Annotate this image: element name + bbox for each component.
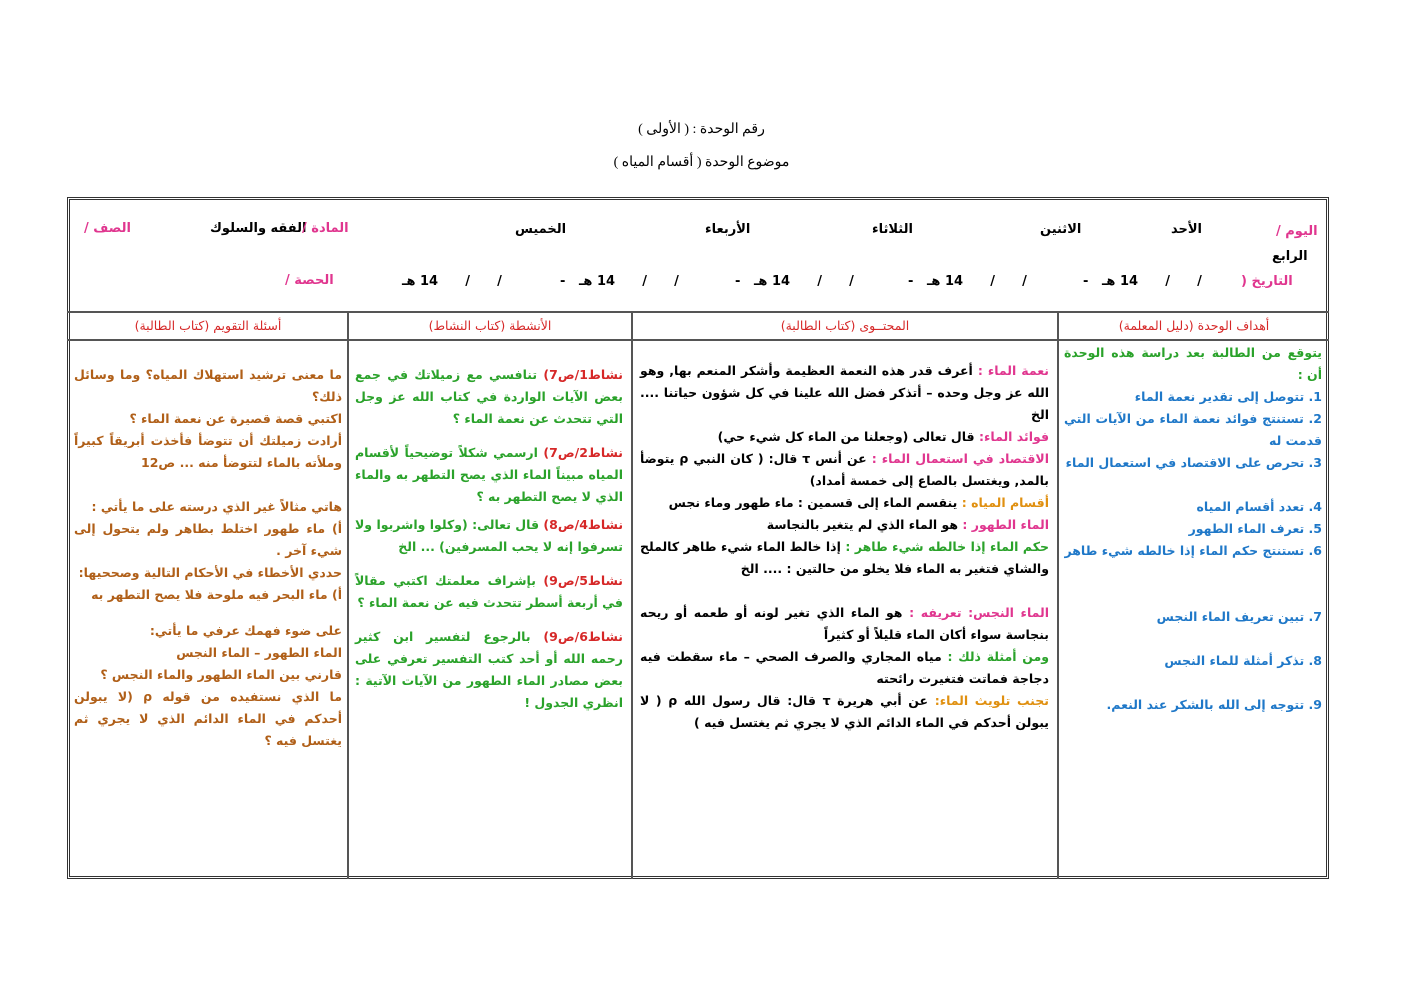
- assessment-question: أرادت زميلتك أن تتوضأ فأخذت أبريقاً كبيراً وملأته بالماء لتتوضأ منه ... ص12: [74, 433, 342, 470]
- subject-label: المادة /: [302, 221, 349, 236]
- content-title: أقسام المياه :: [961, 495, 1049, 510]
- class-label: الصف /: [84, 221, 131, 236]
- objective-item: 6. تستنتج حكم الماء إذا خالطه شيء طاهر: [1064, 543, 1322, 558]
- day-thursday: الخميس: [515, 222, 567, 237]
- assessment-question: الماء الطهور – الماء النجس: [176, 645, 342, 660]
- activities-header: الأنشطة (كتاب النشاط): [428, 318, 552, 333]
- content-text: هو الماء الذي لم يتغير بالنجاسة: [766, 517, 959, 532]
- objective-item: 7. تبين تعريف الماء النجس: [1156, 609, 1322, 624]
- content-title: تجنب تلويث الماء:: [934, 693, 1049, 708]
- activity-text: بالرجوع لتفسير ابن كثير رحمه الله أو أحد كتب التفسير تعرفي على بعض مصادر الماء الطهور من الآيات الآتية : انظري الجدول !: [355, 629, 623, 710]
- objective-item: 4. تعدد أقسام المياه: [1196, 499, 1322, 514]
- column-divider-2: [631, 313, 633, 879]
- assessment-question: أ) ماء البحر فيه ملوحة فلا يصح التطهر به: [91, 587, 342, 602]
- day-label: اليوم /: [1276, 224, 1318, 239]
- content-cell: [640, 360, 1049, 734]
- assessment-question: هاتي مثالاً غير الذي درسته على ما يأتي :: [91, 499, 342, 514]
- objective-item: 2. تستنتج فوائد نعمة الماء من الآيات التي قدمت له: [1064, 411, 1322, 448]
- activity-label: نشاط1/ص7): [543, 367, 623, 382]
- assessment-question: قارني بين الماء الطهور والماء النجس ؟: [100, 667, 342, 682]
- assessment-question: ما الذي نستفيده من قوله ρ (لا يبولن أحدكم في الماء الدائم الذي لا يجري ثم يغتسل فيه ؟: [74, 689, 342, 748]
- date-cell-3: / / 14 هـ -: [735, 274, 854, 289]
- content-text: مياه المجاري والصرف الصحي – ماء سقطت فيه دجاجة فماتت فتغيرت رائحته: [640, 649, 1049, 686]
- objective-item: 3. تحرص على الاقتصاد في استعمال الماء: [1065, 455, 1322, 470]
- activity-text: قال تعالى: (وكلوا واشربوا ولا تسرفوا إنه لا يحب المسرفين) ... الخ: [355, 517, 623, 554]
- content-text: قال تعالى (وجعلنا من الماء كل شيء حي): [717, 429, 975, 444]
- date-cell-4: / / 14 هـ -: [560, 274, 679, 289]
- assessment-question: اكتبي قصة قصيرة عن نعمة الماء ؟: [129, 411, 342, 426]
- objectives-intro: يتوقع من الطالبة بعد دراسة هذه الوحدة أن :: [1064, 345, 1322, 382]
- period-label: الحصة /: [285, 273, 334, 288]
- content-title: الاقتصاد في استعمال الماء :: [871, 451, 1050, 466]
- column-divider-1: [347, 313, 349, 879]
- objectives-header: أهداف الوحدة (دليل المعلمة): [1118, 318, 1270, 333]
- content-title: الماء النجس: تعريفه :: [909, 605, 1049, 620]
- date-cell-1: / / 14 هـ -: [1083, 274, 1202, 289]
- assessment-question: على ضوء فهمك عرفي ما يأتي:: [149, 623, 342, 638]
- activity-label: نشاط6/ص9): [543, 629, 623, 644]
- content-text: إذا خالط الماء شيء طاهر كالملح والشاي فتغير به الماء فلا يخلو من حالتين : .... الخ: [640, 539, 1049, 576]
- objective-item: 9. تتوجه إلى الله بالشكر عند النعم.: [1106, 697, 1322, 712]
- day-wednesday: الأربعاء: [705, 222, 751, 237]
- subject-value: الفقه والسلوك: [210, 221, 307, 236]
- assessment-question: ما معنى ترشيد استهلاك المياه؟ وما وسائل ذلك؟: [74, 367, 342, 404]
- activities-cell: [355, 364, 623, 714]
- date-label: التاريخ (: [1241, 274, 1293, 289]
- date-cell-2: / / 14 هـ -: [908, 274, 1027, 289]
- class-value: الرابع: [1272, 249, 1308, 264]
- content-text: ينقسم الماء إلى قسمين : ماء طهور وماء نجس: [668, 495, 958, 510]
- content-text: عن أبي هريرة τ قال: قال رسول الله ρ ( لا يبولن أحدكم في الماء الدائم الذي لا يجري ثم يغتسل فيه ): [640, 693, 1049, 730]
- content-header: المحتــوى (كتاب الطالبة): [780, 318, 910, 333]
- content-title: حكم الماء إذا خالطه شيء طاهر :: [845, 539, 1050, 554]
- activity-text: بإشراف معلمتك اكتبي مقالاً في أربعة أسطر تتحدث فيه عن نعمة الماء ؟: [355, 573, 623, 610]
- objectives-cell: [1064, 342, 1322, 716]
- date-cell-5: / / 14 هـ: [402, 274, 502, 289]
- unit-topic: موضوع الوحدة ( أقسام المياه ): [613, 155, 790, 170]
- day-monday: الاثنين: [1040, 222, 1082, 237]
- content-text: أعرف قدر هذه النعمة العظيمة وأشكر المنعم بها, وهو الله عز وجل وحده – أتذكر فضل الله علينا في كل شؤون حياتنا .... الخ: [640, 363, 1049, 422]
- content-text: هو الماء الذي تغير لونه أو طعمه أو ريحه بنجاسة سواء أكان الماء قليلاً أو كثيراً: [640, 605, 1049, 642]
- activity-label: نشاط4/ص8): [543, 517, 624, 532]
- content-title: فوائد الماء:: [978, 429, 1049, 444]
- unit-number: رقم الوحدة : ( الأولى ): [638, 122, 765, 137]
- objective-item: 8. تذكر أمثلة للماء النجس: [1164, 653, 1322, 668]
- content-title: الماء الطهور :: [962, 517, 1049, 532]
- schedule-divider: [67, 311, 1329, 313]
- assessment-header: أسئلة التقويم (كتاب الطالبة): [134, 318, 282, 333]
- activity-label: نشاط2/ص7): [543, 445, 623, 460]
- objective-item: 1. تتوصل إلى تقدير نعمة الماء: [1134, 389, 1322, 404]
- activity-label: نشاط5/ص9): [543, 573, 623, 588]
- content-title: ومن أمثلة ذلك :: [947, 649, 1050, 664]
- objective-item: 5. تعرف الماء الطهور: [1188, 521, 1322, 536]
- activity-text: ارسمي شكلاً توضيحياً لأقسام المياه مبيناً الماء الذي يصح التطهر به والماء الذي لا يصح التطهر به ؟: [355, 445, 623, 504]
- content-text: عن أنس τ قال: ( كان النبي ρ يتوضأ بالمد, ويغتسل بالصاع إلى خمسة أمداد): [640, 451, 1049, 488]
- assessment-question: حددي الأخطاء في الأحكام التالية وصححيها:: [78, 565, 342, 580]
- column-divider-3: [1057, 313, 1059, 879]
- assessment-question: أ) ماء طهور اختلط بطاهر ولم يتحول إلى شيء آخر .: [74, 521, 342, 558]
- activity-text: تنافسي مع زميلاتك في جمع بعض الآيات الواردة في كتاب الله عز وجل التي تتحدث عن نعمة الماء ؟: [355, 367, 623, 426]
- day-sunday: الأحد: [1171, 222, 1203, 237]
- day-tuesday: الثلاثاء: [872, 222, 913, 237]
- header-row-divider: [67, 339, 1329, 341]
- content-title: نعمة الماء :: [977, 363, 1049, 378]
- assessment-cell: [74, 364, 342, 752]
